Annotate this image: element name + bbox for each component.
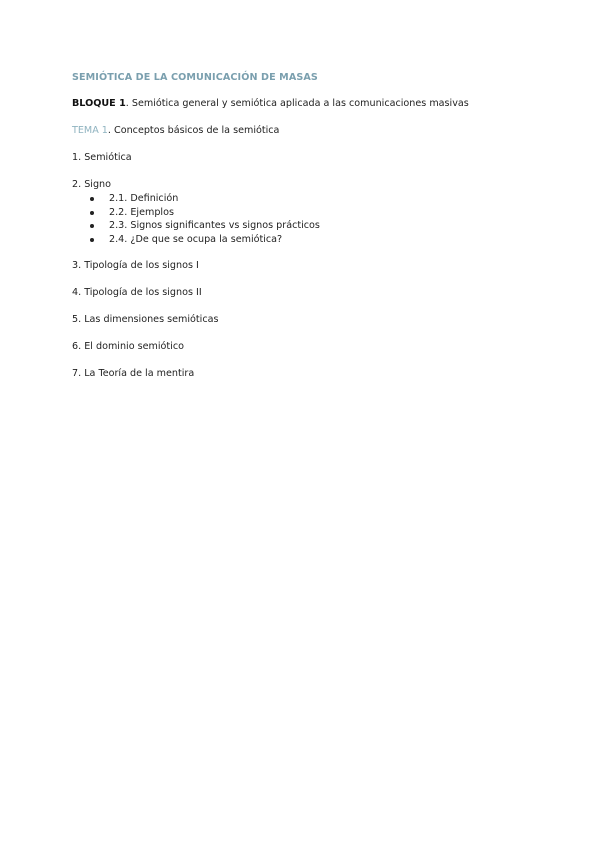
document-content <box>72 71 542 381</box>
block-label: BLOQUE 1 <box>72 98 126 109</box>
toc-item-6: 6. El dominio semiótico <box>72 341 184 353</box>
topic-heading <box>72 124 542 138</box>
toc-subitem-label: 2.4. ¿De que se ocupa la semiótica? <box>109 233 283 245</box>
toc-subitem <box>90 219 542 233</box>
toc-item-3: 3. Tipología de los signos I <box>72 260 199 272</box>
toc-item-1: 1. Semiótica <box>72 152 132 163</box>
toc-item-2: 2. Signo <box>72 179 111 190</box>
bullet-icon <box>90 197 94 201</box>
toc-subitem-label: 2.1. Definición <box>109 193 179 204</box>
toc-subitems <box>72 192 542 246</box>
toc-subitem <box>90 233 542 247</box>
toc-subitem <box>90 192 542 206</box>
bullet-icon <box>90 224 94 228</box>
toc-subitem-label: 2.3. Signos significantes vs signos prácticos <box>109 220 320 232</box>
bullet-icon <box>90 238 94 242</box>
toc-item-5: 5. Las dimensiones semióticas <box>72 314 219 326</box>
topic-label: TEMA 1 <box>72 125 108 136</box>
block-text: . Semiótica general y semiótica aplicada a las comunicaciones masivas <box>125 98 469 109</box>
document-title: SEMIÓTICA DE LA COMUNICACIÓN DE MASAS <box>72 72 318 83</box>
toc-subitem-label: 2.2. Ejemplos <box>109 206 174 218</box>
bullet-icon <box>90 211 94 215</box>
toc-subitem <box>90 206 542 220</box>
block-heading <box>72 97 542 111</box>
topic-text: . Conceptos básicos de la semiótica <box>107 125 280 136</box>
toc-item-7: 7. La Teoría de la mentira <box>72 368 195 380</box>
toc-item-4: 4. Tipología de los signos II <box>72 287 202 299</box>
